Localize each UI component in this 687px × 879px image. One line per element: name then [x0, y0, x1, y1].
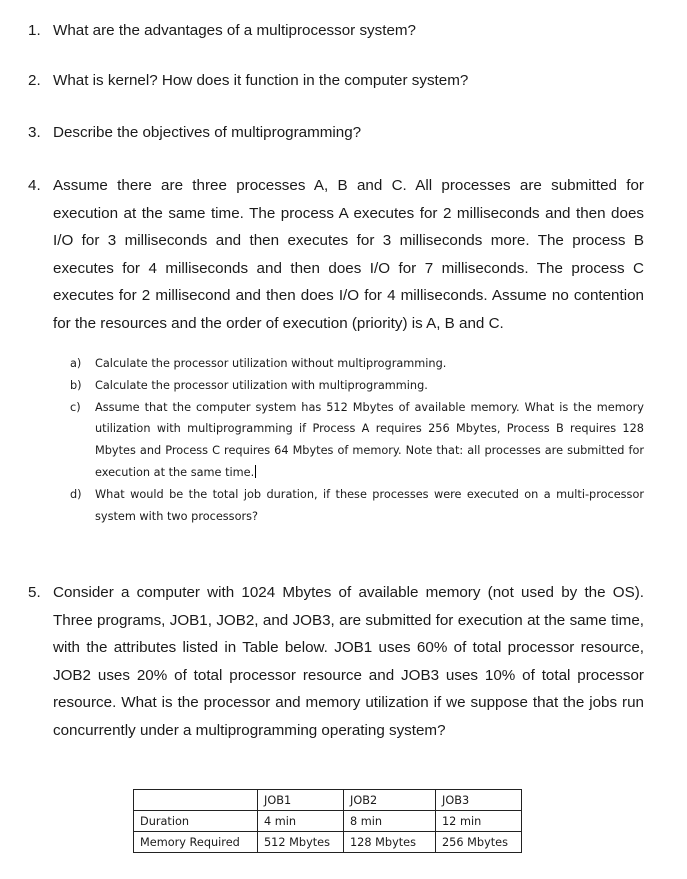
question-number: 2. [28, 72, 41, 89]
subpart-text: Assume that the computer system has 512 Mbytes of available memory. What is the memory utilization with multiprogramming if Process A requires 256 Mbytes, Process B requires 128 Mbytes and Process C requires 64 Mbytes of memory. Note that: all processes are submitted for execution at the same time. [95, 400, 644, 479]
table-header-cell: JOB2 [344, 790, 436, 811]
subpart-b [70, 375, 644, 397]
question-number: 5. [28, 584, 41, 601]
question-1 [28, 17, 644, 45]
text-cursor [255, 465, 256, 478]
subpart-text-block [95, 397, 644, 484]
question-number: 3. [28, 124, 41, 141]
table-row-label: Duration [134, 811, 258, 832]
question-4 [28, 172, 644, 338]
table-row-label: Memory Required [134, 832, 258, 853]
subpart-letter: a) [70, 357, 82, 370]
table-row [134, 832, 522, 853]
subpart-text: Calculate the processor utilization with multiprogramming. [95, 378, 428, 392]
subpart-d [70, 484, 644, 528]
question-4-subparts [70, 353, 644, 527]
table-cell: 128 Mbytes [344, 832, 436, 853]
subpart-text: Calculate the processor utilization without multiprogramming. [95, 357, 447, 370]
table-header-cell [134, 790, 258, 811]
table-cell: 12 min [436, 811, 522, 832]
subpart-letter: c) [70, 400, 81, 414]
table-header-row [134, 790, 522, 811]
subpart-letter: d) [70, 487, 82, 501]
question-text: Assume there are three processes A, B and C. All processes are submitted for execution at the same time. The process A executes for 2 milliseconds and then does I/O for 3 milliseconds and then executes for 3 milliseconds more. The process B executes for 4 milliseconds and then does I/O for 7 milliseconds. The process C executes for 2 millisecond and then does I/O for 4 milliseconds. Assume no contention for the resources and the order of execution (priority) is A, B and C. [53, 177, 644, 332]
table-cell: 4 min [258, 811, 344, 832]
question-text: Describe the objectives of multiprogramming? [53, 124, 362, 141]
question-text: What are the advantages of a multiprocessor system? [53, 22, 416, 39]
table-header-cell: JOB1 [258, 790, 344, 811]
table-row [134, 811, 522, 832]
question-number: 1. [28, 22, 41, 39]
table-cell: 8 min [344, 811, 436, 832]
subpart-c [70, 397, 644, 484]
subpart-letter: b) [70, 378, 82, 392]
table-cell: 256 Mbytes [436, 832, 522, 853]
question-text: Consider a computer with 1024 Mbytes of available memory (not used by the OS). Three programs, JOB1, JOB2, and JOB3, are submitted for execution at the same time, with the attributes listed in Table below. JOB1 uses 60% of total processor resource, JOB2 uses 20% of total processor resource and JOB3 uses 10% of total processor resource. What is the processor and memory utilization if we suppose that the jobs run concurrently under a multiprogramming operating system? [53, 584, 644, 739]
question-5 [28, 579, 644, 745]
question-text: What is kernel? How does it function in the computer system? [53, 72, 469, 89]
table-cell: 512 Mbytes [258, 832, 344, 853]
question-3 [28, 119, 644, 147]
table-header-cell: JOB3 [436, 790, 522, 811]
subpart-text: What would be the total job duration, if these processes were executed on a multi-processor system with two processors? [95, 487, 644, 523]
question-number: 4. [28, 177, 41, 194]
job-attributes-table [133, 789, 522, 853]
question-2 [28, 67, 644, 95]
subpart-a [70, 353, 644, 375]
